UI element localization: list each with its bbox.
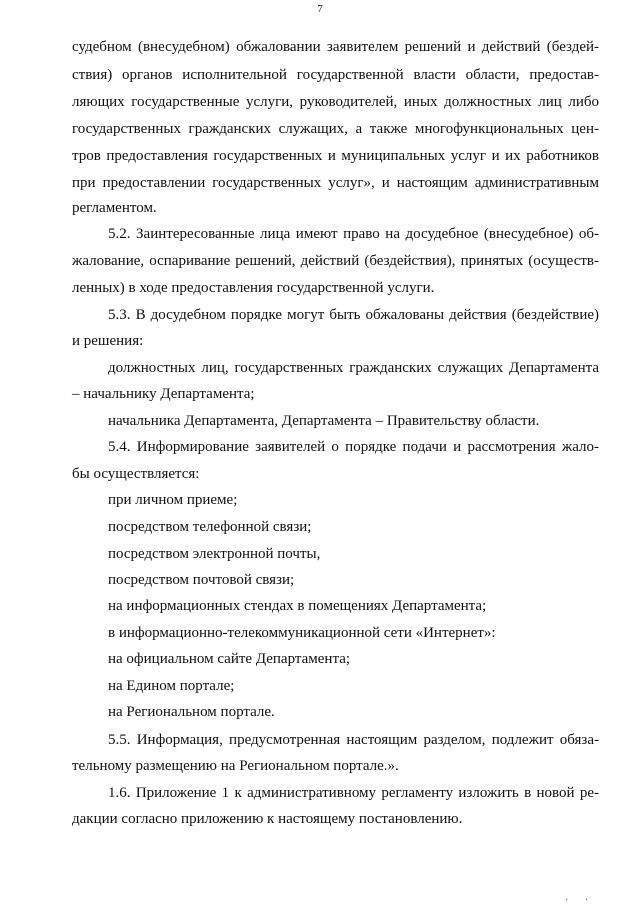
footer-marks: ' ' <box>566 897 596 907</box>
text-line: бы осуществляется: <box>72 466 200 482</box>
page-number: 7 <box>317 3 323 15</box>
text-line: и решения: <box>72 333 144 349</box>
text-line: жалование, оспаривание решений, действий (бездействия), принятых (осуществ- <box>72 253 599 269</box>
list-item: на официальном сайте Департамента; <box>108 651 351 667</box>
text-line: начальника Департамента, Департамента – Правительству области. <box>108 413 540 429</box>
text-line: тров предоставления государственных и муниципальных услуг и их работников <box>72 148 599 164</box>
text-line: должностных лиц, государственных гражданских служащих Департамента <box>108 360 599 376</box>
list-item: посредством телефонной связи; <box>108 519 312 535</box>
text-line: – начальнику Департамента; <box>72 386 255 402</box>
text-line: судебном (внесудебном) обжаловании заявителем решений и действий (бездей- <box>72 39 599 55</box>
text-line: 5.2. Заинтересованные лица имеют право на досудебное (внесудебное) об- <box>108 226 599 242</box>
text-line: 5.4. Информирование заявителей о порядке подачи и рассмотрения жало- <box>108 439 599 455</box>
text-line: ленных) в ходе предоставления государственной услуги. <box>72 280 435 296</box>
list-item: в информационно-телекоммуникационной сети «Интернет»: <box>108 625 496 641</box>
text-line: 5.5. Информация, предусмотренная настоящим разделом, подлежит обяза- <box>108 732 599 748</box>
text-line: регламентом. <box>72 200 157 216</box>
list-item: на Региональном портале. <box>108 704 275 720</box>
text-line: ствия) органов исполнительной государственной власти области, предостав- <box>72 67 599 83</box>
text-line: ляющих государственные услуги, руководителей, иных должностных лиц либо <box>72 94 599 110</box>
text-line: тельному размещению на Региональном портале.». <box>72 758 399 774</box>
list-item: посредством почтовой связи; <box>108 572 295 588</box>
list-item: на информационных стендах в помещениях Департамента; <box>108 598 487 614</box>
text-line: 5.3. В досудебном порядке могут быть обжалованы действия (бездействие) <box>108 307 599 323</box>
text-line: дакции согласно приложению к настоящему постановлению. <box>72 811 463 827</box>
text-line: государственных гражданских служащих, а также многофункциональных цен- <box>72 121 599 137</box>
text-line: 1.6. Приложение 1 к административному регламенту изложить в новой ре- <box>108 785 599 801</box>
list-item: на Едином портале; <box>108 678 235 694</box>
text-line: при предоставлении государственных услуг», и настоящим административным <box>72 175 599 191</box>
list-item: посредством электронной почты, <box>108 546 321 562</box>
list-item: при личном приеме; <box>108 492 238 508</box>
